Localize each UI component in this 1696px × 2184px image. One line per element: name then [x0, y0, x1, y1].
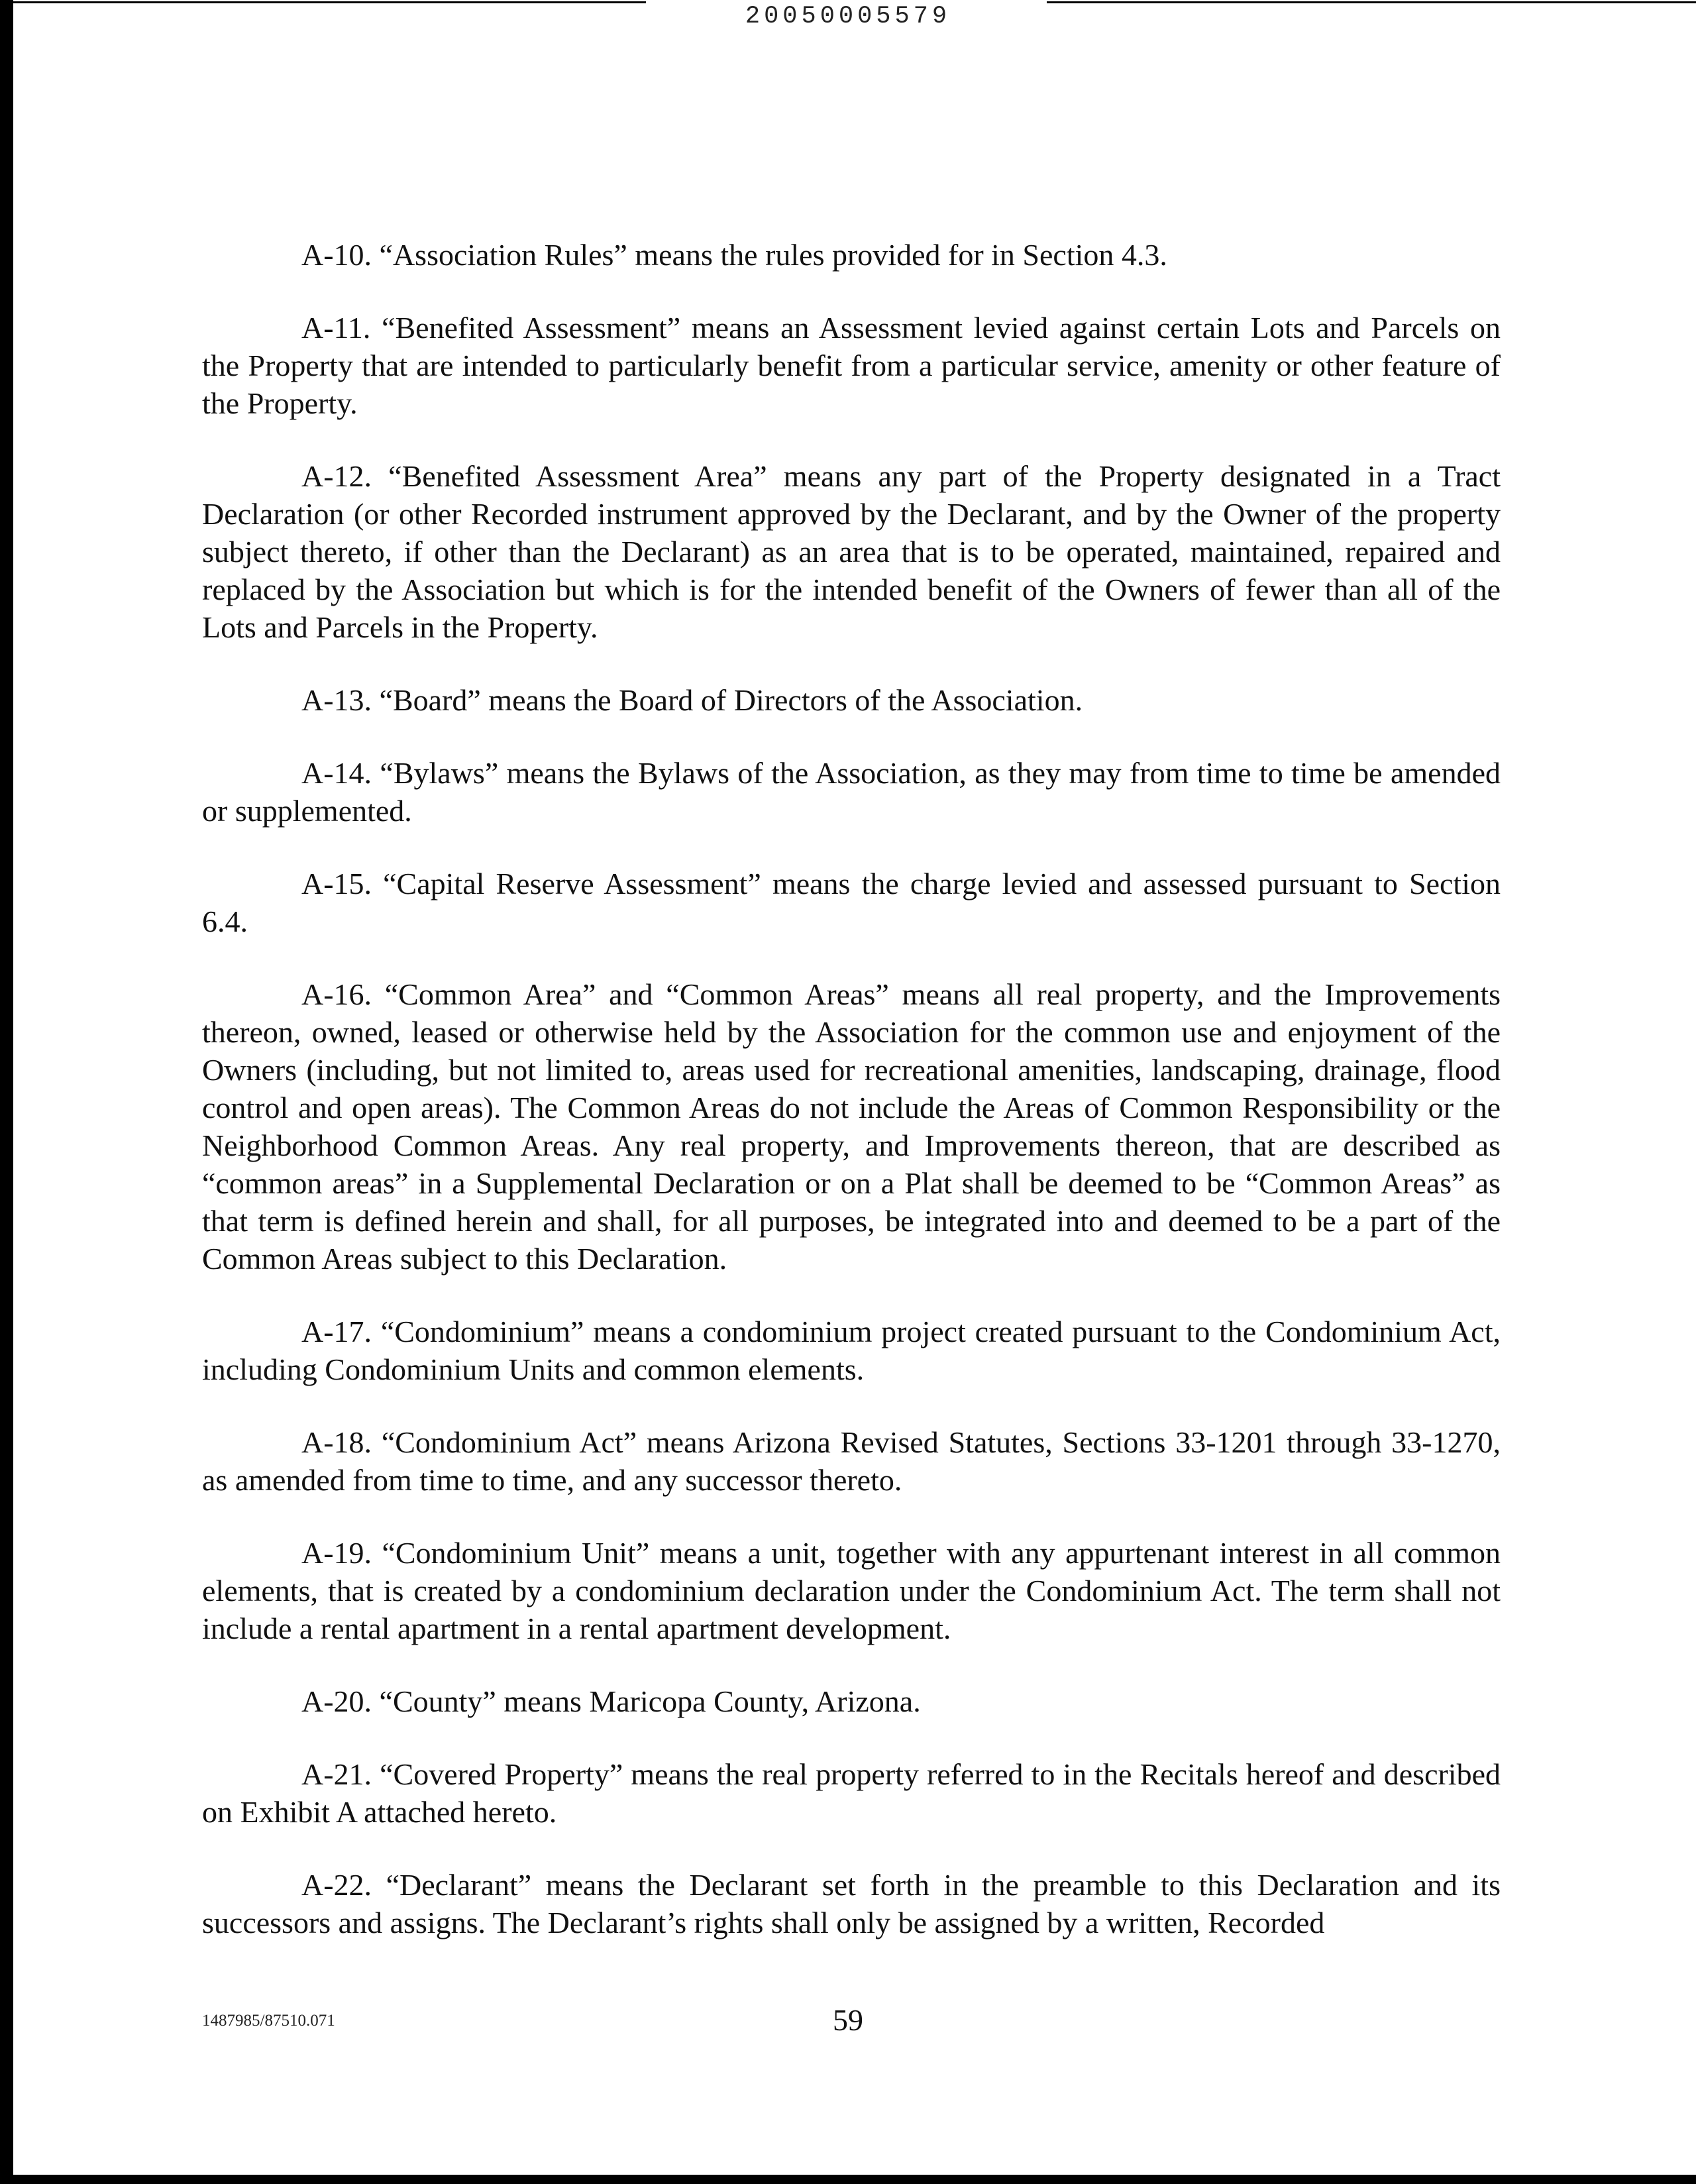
document-body — [202, 236, 1501, 1977]
page-number: 59 — [833, 2003, 863, 2037]
definition-a-10: A-10. “Association Rules” means the rules provided for in Section 4.3. — [301, 238, 1167, 272]
definition-a-14: A-14. “Bylaws” means the Bylaws of the Association, as they may from time to time be amended or supplemented. — [202, 756, 1501, 828]
definition-a-22: A-22. “Declarant” means the Declarant set forth in the preamble to this Declaration and its successors and assigns. The Declarant’s rights shall only be assigned by a written, Recorded — [202, 1868, 1501, 1939]
document-number: 20050005579 — [745, 3, 951, 30]
definition-a-12: A-12. “Benefited Assessment Area” means any part of the Property designated in a Tract Declaration (or other Recorded instrument approved by the Declarant, and by the Owner of the property subject thereto, if other than the Declarant) as an area that is to be operated, maintained, repaired and replaced by the Association but which is for the intended benefit of the Owners of fewer than all of the Lots and Parcels in the Property. — [202, 459, 1501, 644]
definition-a-21: A-21. “Covered Property” means the real property referred to in the Recitals hereof and described on Exhibit A attached hereto. — [202, 1757, 1501, 1829]
definition-a-19: A-19. “Condominium Unit” means a unit, together with any appurtenant interest in all common elements, that is created by a condominium declaration under the Condominium Act. The term shall not include a rental apartment in a rental apartment development. — [202, 1536, 1501, 1645]
definition-a-18: A-18. “Condominium Act” means Arizona Revised Statutes, Sections 33-1201 through 33-1270, as amended from time to time, and any successor thereto. — [202, 1425, 1501, 1497]
definition-a-20: A-20. “County” means Maricopa County, Arizona. — [301, 1684, 921, 1718]
definition-a-11: A-11. “Benefited Assessment” means an Assessment levied against certain Lots and Parcels on the Property that are intended to particularly benefit from a particular service, amenity or other feature of the Property. — [202, 311, 1501, 420]
scan-bottom-border — [0, 2175, 1696, 2184]
definition-a-13: A-13. “Board” means the Board of Directors of the Association. — [301, 683, 1083, 717]
definition-a-17: A-17. “Condominium” means a condominium project created pursuant to the Condominium Act, including Condominium Units and common elements. — [202, 1315, 1501, 1386]
scan-left-border — [0, 0, 13, 2184]
definition-a-15: A-15. “Capital Reserve Assessment” means the charge levied and assessed pursuant to Section 6.4. — [202, 867, 1501, 938]
footer-document-id: 1487985/87510.071 — [202, 2012, 335, 2030]
definition-a-16: A-16. “Common Area” and “Common Areas” means all real property, and the Improvements thereon, owned, leased or otherwise held by the Association for the common use and enjoyment of the Owners (including, but not limited to, areas used for recreational amenities, landscaping, drainage, flood control and open areas). The Common Areas do not include the Areas of Common Responsibility or the Neighborhood Common Areas. Any real property, and Improvements thereon, that are described as “common areas” in a Supplemental Declaration or on a Plat shall be deemed to be “Common Areas” as that term is defined herein and shall, for all purposes, be integrated into and deemed to be a part of the Common Areas subject to this Declaration. — [202, 977, 1501, 1276]
